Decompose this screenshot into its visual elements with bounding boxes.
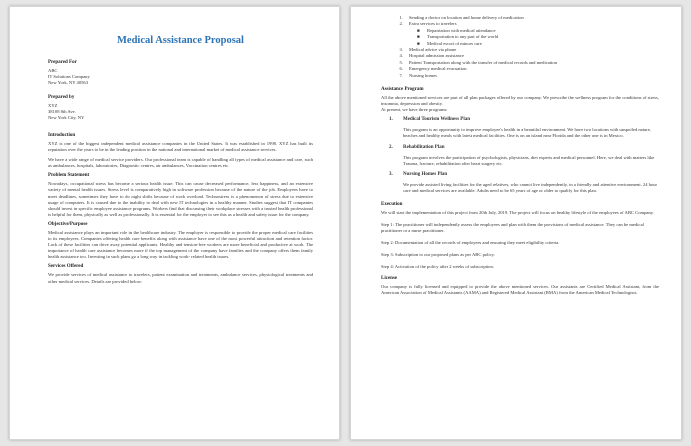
prepared-for-section <box>48 60 313 86</box>
prepared-by-address <box>48 103 313 121</box>
execution-section <box>381 202 659 270</box>
license-heading: License <box>381 276 398 281</box>
list-item: 3. Medical advice via phone <box>399 47 457 53</box>
document-title: Medical Assistance Proposal <box>117 35 244 46</box>
plan-item <box>381 117 659 139</box>
plans-list <box>381 117 659 194</box>
plan-description: This program is an opportunity to improve employee's health in a beautiful environment. We have two locations with unspoiled nature, beaches and healthy meals with latest medical facilities. One is on an island near Florida and the other one is in Mexico. <box>403 127 651 139</box>
objective-heading: Objective/Purpose <box>48 221 88 227</box>
address-line: New York, NY 40563 <box>48 80 89 85</box>
services-offered-section <box>48 264 313 284</box>
license-paragraph: Our company is fully licensed and equipped to provide the above mentioned services. Our assistants are Certified Medical Assistant, from the American Association of Medical Assistants (AAMA) and Registered Medical Assistant (RMA) from the American Medical Technologists. <box>381 284 659 296</box>
objective-paragraph: Medical assistance plays an important role in the healthcare industry. The employer is responsible to provide the proper medical care facilities to its employees. Companies offering health care benefits along with assistance have one of the most powerful attraction and retention factor. Lack of these facilities can drive away potential applicants. Healthy and tension-free workers are more beneficial and productive at work. The importance of health care assistance becomes more if the top management of the company have families and the company offers them family health assistance too. Investing in such plans go a long way in tackling work- related health issues. <box>48 229 313 260</box>
bullet-icon: ■ <box>417 40 420 46</box>
assistance-program-section <box>381 87 659 113</box>
document-page-2 <box>350 6 682 440</box>
address-line: ABC <box>48 68 58 73</box>
sub-list-item: ■ Repatriation with medical attendance <box>417 27 496 33</box>
bullet-icon: ■ <box>417 34 420 40</box>
license-section <box>381 276 659 296</box>
document-page-1 <box>9 6 340 440</box>
services-offered-heading: Services Offered <box>48 264 84 270</box>
list-item: 1. Sending a doctor on location and home delivery of medication <box>399 15 524 20</box>
execution-step: Step 2: Documentation of all the records of employees and ensuring they meet eligibility criteria. <box>381 240 560 245</box>
bullet-icon: ■ <box>417 27 420 33</box>
introduction-paragraph: We have a wide range of medical service providers. Our professional team is capable of handling all types of medical assistance and care, such as ambulances, hospitals, laboratories, Diagnostic centres, air ambulances, Vaccination centres etc. <box>48 157 313 169</box>
address-line: XYZ <box>48 103 58 108</box>
plan-title: 3. Nursing Homes Plan <box>389 171 448 177</box>
execution-intro: We will start the implementation of this project from 20th July, 2019. The project will focus on healthy lifestyle of the employees of ABC Company. <box>381 209 654 215</box>
list-item: 2. Extra services to travelers <box>399 21 457 27</box>
prepared-by-section <box>48 95 313 121</box>
sub-list-item: ■ Medical escort of minors care <box>417 40 482 46</box>
plan-description: This program involves the participation of psychologists, physicians, diet experts and medical personnel. Here, we deal with matters like Trauma, fracture, rehabilitation after heart surgery etc. <box>403 154 655 166</box>
execution-heading: Execution <box>381 201 403 207</box>
plan-description: We provide assisted living facilities for the aged relatives, who cannot live independently, in a friendly and attentive environment. 24 hour care and medical services are available. Adults need to be 65 years of age or older to qualify for this plan. <box>403 181 658 193</box>
execution-step: Step 4: Activation of the policy after 2 weeks of subscription. <box>381 264 494 269</box>
list-item: 7. Nursing homes <box>399 72 437 78</box>
execution-step: Step 1: The practitioner will independently assess the employees and plan with them the provisions of medical assistance. They can be medical practitioner or a nurse practitioner. <box>381 222 644 233</box>
services-list <box>381 15 659 79</box>
problem-statement-section <box>48 173 313 218</box>
introduction-section <box>48 133 313 169</box>
assistance-program-paragraph: All the above mentioned services are part of all plan packages offered by our company. We prescribe the wellness program for the conditions of stress, insomnia, depression and obesity. <box>381 95 659 107</box>
introduction-paragraph: XYZ is one of the biggest independent medical assistance companies in the United States. It was established in 1998. XYZ has built its reputation over the years to be in the leading position in the national and international market of medical assistance services. <box>48 141 313 153</box>
assistance-program-paragraph: At present, we have three programs: <box>381 107 448 113</box>
address-line: 38108 8th Ave. <box>48 109 76 114</box>
assistance-program-heading: Assistance Program <box>381 87 424 93</box>
objective-section <box>48 222 313 260</box>
address-line: New York City, NY <box>48 115 85 120</box>
plan-item <box>381 172 659 194</box>
sub-list-item: ■ Transportation to any part of the world <box>417 34 499 40</box>
list-item: 4. Hospital admission assistance <box>399 53 464 59</box>
prepared-by-heading: Prepared by <box>48 95 75 100</box>
plan-title: 1. Medical Tourism Wellness Plan <box>389 117 470 123</box>
address-line: IT Solutions Company <box>48 74 90 79</box>
plan-title: 2. Rehabilitation Plan <box>389 144 445 150</box>
problem-statement-paragraph: Nowadays, occupational stress has become a serious health issue. This can cause decreased performance, less happiness, and an extensive variety of mental health issues. Stress level is comparatively high in software profession because of the nature of the job. Employees have to meet deadlines, sometimes they have to do night shifts because of work overload. Technostress is a phenomenon of stress due to extensive usage of computers. It is caused due to the inability to deal with new IT technologies in a healthy manner. Studies suggest that IT companies should invest in specific employee assistance programs. Workers find that discussing their workplace stresses with a trusted health professional is helpful for them, physically as well as professionally. It is essential for the employer to see this as a health and safety issue for the company. <box>48 181 313 217</box>
prepared-for-address <box>48 68 313 86</box>
execution-step: Step 3: Subscription to our proposed plans as per ABC policy. <box>381 252 495 257</box>
introduction-heading: Introduction <box>48 133 76 138</box>
problem-statement-heading: Problem Statement <box>48 173 90 179</box>
list-item: 5. Patient Transportation along with the transfer of medical records and medication <box>399 59 557 65</box>
list-item: 6. Emergency medical evacuation <box>399 66 467 72</box>
services-offered-paragraph: We provide services of medical assistance to travelers, patient examination and treatments, ambulance services, physiological treatments and other medical services. Details are provided below: <box>48 272 313 284</box>
prepared-for-heading: Prepared For <box>48 60 77 65</box>
plan-item <box>381 145 659 167</box>
